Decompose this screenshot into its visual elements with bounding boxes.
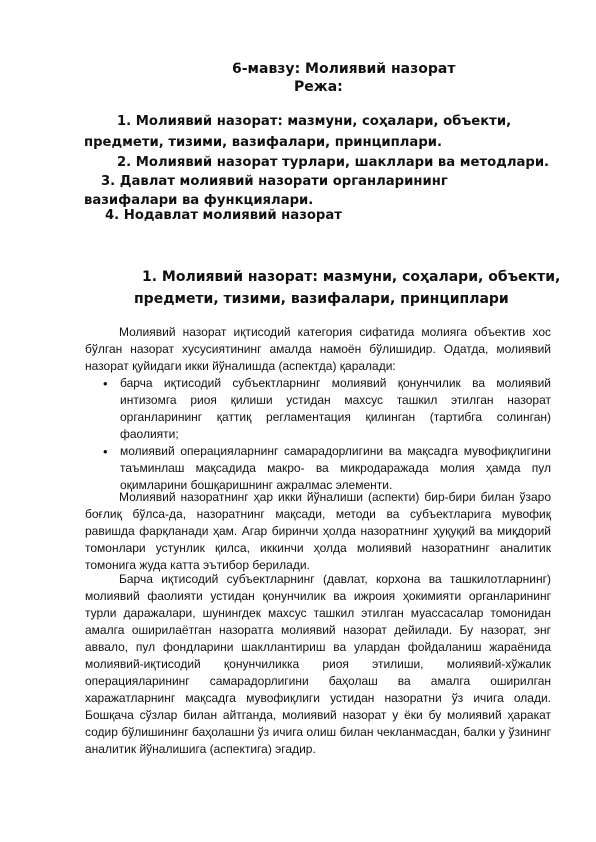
plan-label: Режа: [294,79,343,95]
list-item: • барча иқтисодий субъектларнинг молиявий қонунчилик ва молиявий интизомга риоя қилиши устидан махсус ташкил этилган назорат органларининг қаттиқ регламентация қилинган (тартибга солинган) фаолияти; [103,375,551,443]
list-item: • молиявий операцияларнинг самарадорлигини ва мақсадга мувофиқлигини таъминлаш мақсадида макро- ва микродаражада молия ҳамда пул оқимларини бошқаришнинг ажралмас элементи. [103,443,551,494]
intro-text: Молиявий назорат иқтисодий категория сифатида молияга объектив хос бўлган назорат хусусиятининг амалда намоён бўлишидир. Одатда, молиявий назорат қуйидаги икки йўналишда (аспектда) қаралади: [85,325,551,373]
intro-paragraph [85,324,551,375]
section-heading-line-1: 1. Молиявий назорат: мазмуни, соҳалари, объекти, [142,269,561,285]
plan-item-1-line-2: предмети, тизими, вазифалари, принциплари. [84,135,443,150]
paragraph-2 [85,489,551,574]
paragraph-3 [85,571,551,758]
plan-item-3-line-1: 3. Давлат молиявий назорати органларининг [101,174,448,189]
aspect-list [103,375,551,494]
plan-item-4: 4. Нодавлат молиявий назорат [105,208,342,223]
paragraph-2-text: Молиявий назоратнинг ҳар икки йўналиши (аспекти) бир-бири билан ўзаро боғлиқ бўлса-да, назоратнинг мақсади, методи ва субъектларига мувофиқ равишда фарқланади ҳам. Агар биринчи ҳолда назоратнинг ҳуқуқий ва миқдорий томонлари устунлик қилса, иккинчи ҳолда молиявий назоратнинг аналитик томонига жуда катта эътибор берилади. [85,490,551,572]
paragraph-3-text: Барча иқтисодий субъектларнинг (давлат, корхона ва ташкилотларнинг) молиявий фаолияти устидан қонунчилик ва ижроия ҳокимияти органларининг турли даражалари, шунингдек махсус ташкил этилган муассасалар томонидан амалга оширилаётган назоратга молиявий назорат дейилади. Бу назорат, энг аввало, пул фондларини шакллантириш ва улардан фойдаланиш жараёнида молиявий-иқтисодий қонунчиликка риоя этилиши, молиявий-хўжалик операцияларининг самарадорлигини баҳолаш ва амалга оширилган харажатларнинг мақсадга мувофиқлиги устидан назоратни ўз ичига олади. Бошқача сўзлар билан айтганда, молиявий назорат у ёки бу молиявий ҳаракат содир бўлишининг баҳолашни ўз ичига олиш билан чекланмасдан, балки у ўзининг аналитик йўналишига (аспектига) эгадир. [85,572,551,756]
plan-item-3-line-2: вазифалари ва функциялари. [84,193,314,208]
plan-item-2: 2. Молиявий назорат турлари, шакллари ва методлари. [117,155,550,170]
plan-item-1-line-1: 1. Молиявий назорат: мазмуни, соҳалари, объекти, [117,114,512,129]
topic-title: 6-мавзу: Молиявий назорат [232,61,456,77]
section-heading-line-2: предмети, тизими, вазифалари, принциплари [134,291,509,307]
